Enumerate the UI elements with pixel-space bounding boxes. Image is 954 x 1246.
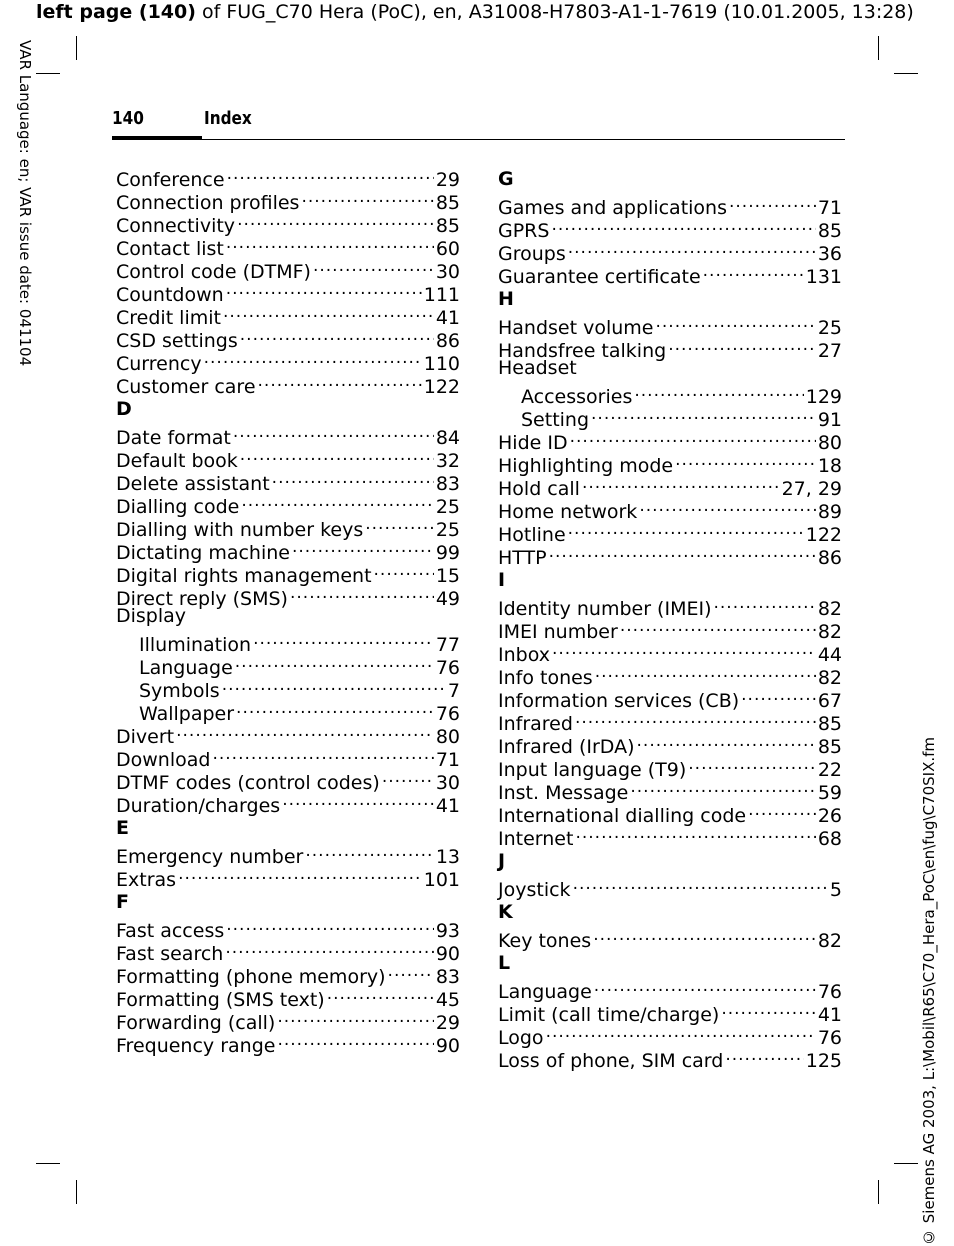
entry-term: Info tones xyxy=(498,667,593,689)
entry-page-number: 83 xyxy=(435,473,460,495)
entry-term: Hide ID xyxy=(498,432,568,454)
entry-page-number: 22 xyxy=(817,759,842,781)
entry-page-number: 90 xyxy=(435,943,460,965)
entry-term: Accessories xyxy=(521,386,633,408)
index-entry xyxy=(116,421,460,449)
dot-leader xyxy=(258,370,422,393)
dot-leader xyxy=(282,789,434,812)
entry-term: Groups xyxy=(498,243,566,265)
index-section-letter: K xyxy=(498,901,513,923)
crop-mark xyxy=(894,73,918,74)
entry-page-number: 122 xyxy=(423,376,460,398)
entry-term: Frequency range xyxy=(116,1035,276,1057)
dot-leader xyxy=(226,278,422,301)
entry-page-number: 77 xyxy=(435,634,460,656)
crop-mark xyxy=(36,1163,60,1164)
dot-leader xyxy=(223,301,434,324)
dot-leader xyxy=(236,697,434,720)
dot-leader xyxy=(620,615,816,638)
dot-leader xyxy=(721,998,815,1021)
entry-term: Duration/charges xyxy=(116,795,281,817)
entry-term: Currency xyxy=(116,353,202,375)
index-entry xyxy=(116,840,460,868)
dot-leader xyxy=(240,444,434,467)
dot-leader xyxy=(668,334,816,357)
dot-leader xyxy=(549,541,816,564)
dot-leader xyxy=(290,582,434,605)
index-entry xyxy=(116,914,460,942)
running-header-page: left page (140) xyxy=(36,1,196,23)
dot-leader xyxy=(713,592,815,615)
dot-leader xyxy=(227,163,434,186)
dot-leader xyxy=(582,472,780,495)
dot-leader xyxy=(575,707,816,730)
dot-leader xyxy=(292,536,434,559)
entry-page-number: 101 xyxy=(423,869,460,891)
entry-page-number: 99 xyxy=(435,542,460,564)
entry-page-number: 82 xyxy=(817,667,842,689)
dot-leader xyxy=(594,975,816,998)
entry-term: Inbox xyxy=(498,644,550,666)
index-entry xyxy=(498,191,842,219)
index-section-letter: D xyxy=(116,398,132,420)
dot-leader xyxy=(639,495,816,518)
entry-term: Default book xyxy=(116,450,238,472)
entry-page-number: 85 xyxy=(435,215,460,237)
side-language-note: VAR Language: en; VAR issue date: 041104 xyxy=(16,40,34,367)
entry-term: Countdown xyxy=(116,284,224,306)
entry-page-number: 110 xyxy=(423,353,460,375)
dot-leader xyxy=(301,186,433,209)
entry-page-number: 41 xyxy=(435,307,460,329)
index-entry xyxy=(498,541,842,569)
entry-term: Emergency number xyxy=(116,846,304,868)
entry-term: Direct reply (SMS) xyxy=(116,588,288,610)
entry-term: Games and applications xyxy=(498,197,727,219)
entry-page-number: 84 xyxy=(435,427,460,449)
dot-leader xyxy=(237,209,434,232)
entry-term: Key tones xyxy=(498,930,592,952)
dot-leader xyxy=(634,380,803,403)
entry-page-number: 89 xyxy=(817,501,842,523)
dot-leader xyxy=(233,421,434,444)
entry-page-number: 86 xyxy=(817,547,842,569)
index-section-letter: H xyxy=(498,288,514,310)
dot-leader xyxy=(575,822,815,845)
entry-term: Divert xyxy=(116,726,175,748)
dot-leader xyxy=(212,743,433,766)
entry-page-number: 25 xyxy=(435,519,460,541)
entry-page-number: 44 xyxy=(817,644,842,666)
dot-leader xyxy=(277,1029,433,1052)
page-title: Index xyxy=(204,108,252,129)
entry-term: Inst. Message xyxy=(498,782,629,804)
index-section-letter: E xyxy=(116,817,129,839)
index-entry xyxy=(498,357,842,380)
dot-leader xyxy=(235,651,434,674)
entry-page-number: 82 xyxy=(817,930,842,952)
entry-term: Illumination xyxy=(139,634,252,656)
entry-term: CSD settings xyxy=(116,330,238,352)
entry-term: Contact list xyxy=(116,238,224,260)
index-entry xyxy=(498,1021,842,1049)
entry-term: Symbols xyxy=(139,680,220,702)
index-entry xyxy=(498,1044,842,1072)
dot-leader xyxy=(382,766,434,789)
side-file-path: © Siemens AG 2003, L:\Mobil\R65\C70_Hera_PoC\en\fug\C70SIX.fm xyxy=(920,736,938,1246)
index-entry xyxy=(498,873,842,901)
entry-page-number: 26 xyxy=(817,805,842,827)
index-subentry xyxy=(498,380,842,408)
index-section-letter: I xyxy=(498,569,506,591)
entry-page-number: 36 xyxy=(817,243,842,265)
entry-page-number: 30 xyxy=(435,261,460,283)
dot-leader xyxy=(277,1006,434,1029)
dot-leader xyxy=(551,214,815,237)
entry-page-number: 80 xyxy=(435,726,460,748)
entry-term: Forwarding (call) xyxy=(116,1012,276,1034)
dot-leader xyxy=(222,674,446,697)
entry-page-number: 131 xyxy=(805,266,842,288)
entry-page-number: 90 xyxy=(435,1035,460,1057)
entry-page-number: 76 xyxy=(817,981,842,1003)
entry-term: Logo xyxy=(498,1027,544,1049)
entry-page-number: 129 xyxy=(805,386,842,408)
entry-term: Credit limit xyxy=(116,307,221,329)
dot-leader xyxy=(204,347,422,370)
entry-page-number: 86 xyxy=(435,330,460,352)
index-section-letter: F xyxy=(116,891,129,913)
dot-leader xyxy=(568,237,816,260)
index-subentry xyxy=(116,628,460,656)
index-section-letter: G xyxy=(498,168,514,190)
index-entry xyxy=(116,605,460,628)
entry-page-number: 80 xyxy=(817,432,842,454)
crop-mark xyxy=(878,1180,879,1204)
entry-page-number: 5 xyxy=(829,879,842,901)
dot-leader xyxy=(703,260,804,283)
entry-page-number: 85 xyxy=(817,713,842,735)
dot-leader xyxy=(226,914,434,937)
entry-term: GPRS xyxy=(498,220,550,242)
entry-page-number: 25 xyxy=(817,317,842,339)
running-header xyxy=(36,0,936,26)
dot-leader xyxy=(178,863,422,886)
entry-term: Identity number (IMEI) xyxy=(498,598,712,620)
dot-leader xyxy=(591,403,816,426)
entry-term: Setting xyxy=(521,409,590,431)
entry-term: DTMF codes (control codes) xyxy=(116,772,380,794)
dot-leader xyxy=(630,776,815,799)
entry-page-number: 49 xyxy=(435,588,460,610)
entry-page-number: 122 xyxy=(805,524,842,546)
crop-mark xyxy=(878,36,879,60)
entry-page-number: 59 xyxy=(817,782,842,804)
dot-leader xyxy=(595,661,816,684)
dot-leader xyxy=(729,191,816,214)
entry-term: Input language (T9) xyxy=(498,759,687,781)
dot-leader xyxy=(568,518,804,541)
entry-term: Display xyxy=(116,605,187,627)
entry-term: Delete assistant xyxy=(116,473,270,495)
entry-page-number: 15 xyxy=(435,565,460,587)
page-header xyxy=(112,106,845,142)
dot-leader xyxy=(226,232,434,255)
entry-term: Loss of phone, SIM card xyxy=(498,1050,724,1072)
entry-term: Download xyxy=(116,749,211,771)
index-column-left xyxy=(116,163,460,1057)
index-section-letter: J xyxy=(498,850,506,872)
entry-page-number: 29 xyxy=(435,1012,460,1034)
entry-term: Fast access xyxy=(116,920,225,942)
entry-term: Guarantee certificate xyxy=(498,266,701,288)
entry-term: Joystick xyxy=(498,879,571,901)
index-entry xyxy=(498,237,842,265)
entry-term: International dialling code xyxy=(498,805,747,827)
dot-leader xyxy=(593,924,816,947)
dot-leader xyxy=(305,840,433,863)
entry-term: Language xyxy=(498,981,592,1003)
entry-page-number: 85 xyxy=(435,192,460,214)
entry-term: Handset volume xyxy=(498,317,654,339)
entry-term: Dialling with number keys xyxy=(116,519,364,541)
entry-page-number: 91 xyxy=(817,409,842,431)
entry-page-number: 83 xyxy=(435,966,460,988)
entry-term: Connectivity xyxy=(116,215,236,237)
dot-leader xyxy=(225,937,433,960)
index-section-letter: L xyxy=(498,952,511,974)
entry-term: Formatting (phone memory) xyxy=(116,966,386,988)
entry-term: Highlighting mode xyxy=(498,455,674,477)
entry-term: Connection profiles xyxy=(116,192,300,214)
dot-leader xyxy=(241,490,433,513)
page-number: 140 xyxy=(112,108,144,129)
entry-term: Digital rights management xyxy=(116,565,372,587)
entry-term: Customer care xyxy=(116,376,256,398)
dot-leader xyxy=(552,638,816,661)
crop-mark xyxy=(36,73,60,74)
entry-term: Hold call xyxy=(498,478,580,500)
index-entry xyxy=(116,163,460,191)
index-entry xyxy=(498,975,842,1003)
entry-page-number: 7 xyxy=(447,680,460,702)
crop-mark xyxy=(76,1180,77,1204)
index-entry xyxy=(498,592,842,620)
dot-leader xyxy=(741,684,816,707)
dot-leader xyxy=(313,255,434,278)
entry-page-number: 29 xyxy=(435,169,460,191)
entry-term: Fast search xyxy=(116,943,224,965)
entry-page-number: 76 xyxy=(435,703,460,725)
entry-term: Infrared (IrDA) xyxy=(498,736,635,758)
dot-leader xyxy=(240,324,434,347)
entry-page-number: 18 xyxy=(817,455,842,477)
dot-leader xyxy=(176,720,434,743)
dot-leader xyxy=(573,873,828,896)
dot-leader xyxy=(570,426,816,449)
entry-page-number: 76 xyxy=(435,657,460,679)
entry-page-number: 68 xyxy=(817,828,842,850)
entry-page-number: 27, 29 xyxy=(781,478,842,500)
entry-term: Handsfree talking xyxy=(498,340,667,362)
entry-page-number: 30 xyxy=(435,772,460,794)
entry-page-number: 27 xyxy=(817,340,842,362)
entry-page-number: 82 xyxy=(817,621,842,643)
index-entry xyxy=(498,311,842,339)
running-header-details: of FUG_C70 Hera (PoC), en, A31008-H7803-A1-1-7619 (10.01.2005, 13:28) xyxy=(195,1,914,23)
dot-leader xyxy=(725,1044,803,1067)
header-rule xyxy=(112,139,845,140)
entry-term: IMEI number xyxy=(498,621,618,643)
dot-leader xyxy=(374,559,434,582)
entry-term: Extras xyxy=(116,869,177,891)
index-entry xyxy=(498,924,842,952)
entry-term: Home network xyxy=(498,501,638,523)
dot-leader xyxy=(327,983,434,1006)
entry-term: Date format xyxy=(116,427,231,449)
entry-page-number: 41 xyxy=(817,1004,842,1026)
entry-page-number: 13 xyxy=(435,846,460,868)
dot-leader xyxy=(656,311,816,334)
entry-page-number: 25 xyxy=(435,496,460,518)
dot-leader xyxy=(365,513,434,536)
crop-mark xyxy=(894,1163,918,1164)
entry-page-number: 71 xyxy=(435,749,460,771)
dot-leader xyxy=(253,628,434,651)
entry-page-number: 76 xyxy=(817,1027,842,1049)
entry-term: Dictating machine xyxy=(116,542,290,564)
dot-leader xyxy=(748,799,816,822)
entry-term: Information services (CB) xyxy=(498,690,740,712)
dot-leader xyxy=(272,467,434,490)
entry-term: Conference xyxy=(116,169,225,191)
entry-page-number: 32 xyxy=(435,450,460,472)
entry-term: Internet xyxy=(498,828,574,850)
entry-page-number: 125 xyxy=(805,1050,842,1072)
entry-page-number: 93 xyxy=(435,920,460,942)
dot-leader xyxy=(546,1021,816,1044)
entry-page-number: 45 xyxy=(435,989,460,1011)
dot-leader xyxy=(675,449,816,472)
entry-term: Formatting (SMS text) xyxy=(116,989,325,1011)
entry-term: Dialling code xyxy=(116,496,240,518)
entry-page-number: 67 xyxy=(817,690,842,712)
entry-term: Hotline xyxy=(498,524,566,546)
dot-leader xyxy=(688,753,816,776)
dot-leader xyxy=(388,960,434,983)
entry-term: Infrared xyxy=(498,713,573,735)
entry-term: Wallpaper xyxy=(139,703,235,725)
entry-page-number: 71 xyxy=(817,197,842,219)
entry-term: Control code (DTMF) xyxy=(116,261,311,283)
crop-mark xyxy=(76,36,77,60)
dot-leader xyxy=(637,730,816,753)
entry-page-number: 41 xyxy=(435,795,460,817)
index-column-right xyxy=(498,163,842,1072)
entry-page-number: 60 xyxy=(435,238,460,260)
entry-term: Headset xyxy=(498,357,577,379)
entry-term: Language xyxy=(139,657,233,679)
entry-page-number: 111 xyxy=(423,284,460,306)
entry-page-number: 82 xyxy=(817,598,842,620)
entry-term: Limit (call time/charge) xyxy=(498,1004,720,1026)
entry-page-number: 85 xyxy=(817,220,842,242)
entry-page-number: 85 xyxy=(817,736,842,758)
entry-term: HTTP xyxy=(498,547,547,569)
